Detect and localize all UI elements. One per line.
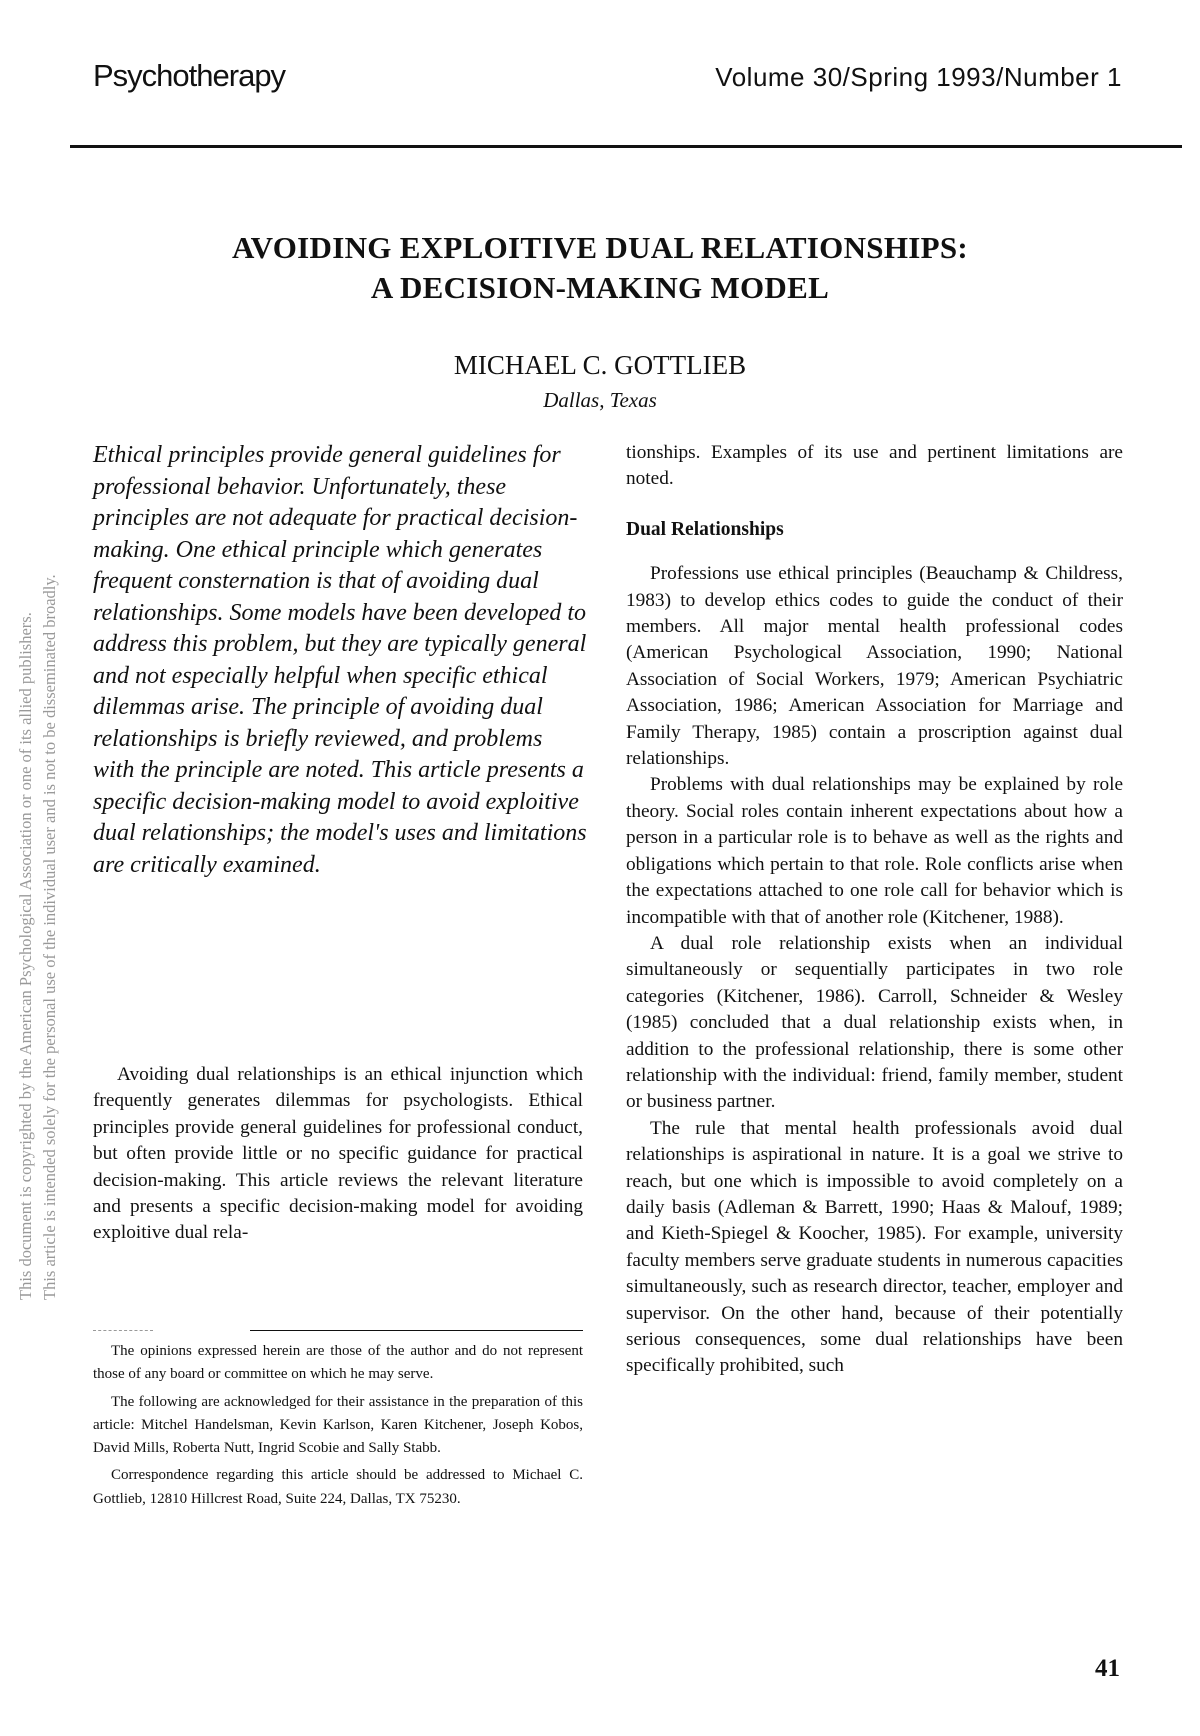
author-name: MICHAEL C. GOTTLIEB: [453, 350, 747, 380]
copyright-line-2: This article is intended solely for the personal use of the individual user and is not to be disseminated broadly.: [40, 574, 59, 1300]
page-number: 41: [1095, 1655, 1120, 1682]
footnote-correspondence: Correspondence regarding this article should be addressed to Michael C. Gottlieb, 12810 Hillcrest Road, Suite 224, Dallas, TX 75230.: [93, 1467, 583, 1507]
title-line-1: AVOIDING EXPLOITIVE DUAL RELATIONSHIPS:: [231, 230, 968, 265]
article-title: [100, 228, 1100, 308]
author-location: Dallas, Texas: [543, 388, 657, 412]
paragraph-4: The rule that mental health professionals avoid dual relationships is aspirational in nature. It is a goal we strive to reach, but one which is impossible to avoid completely on a daily basis (Adleman & Barrett, 1990; Haas & Malouf, 1989; and Kieth-Spiegel & Koocher, 1985). For example, university faculty members serve graduate students in numerous capacities simultaneously, such as research director, teacher, employer and supervisor. On the other hand, because of their potentially serious consequences, some dual relationships have been specifically prohibited, such: [626, 1117, 1123, 1377]
footnote-rule: [250, 1330, 583, 1331]
paragraph-3: A dual role relationship exists when an individual simultaneously or sequentially participates in two role categories (Kitchener, 1986). Carroll, Schneider & Wesley (1985) concluded that a dual relationship exists when, in addition to the professional relationship, there is some other relationship with the individual: friend, family member, student or business partner.: [626, 932, 1123, 1113]
right-column-body: [626, 440, 1123, 1380]
continuation-paragraph: tionships. Examples of its use and pertinent limitations are noted.: [626, 442, 1123, 490]
intro-paragraph: Avoiding dual relationships is an ethical injunction which frequently generates dilemmas for psychologists. Ethical principles provide general guidelines for professional conduct, but often provide little or no specific guidance for practical decision-making. This article reviews the relevant literature and presents a specific decision-making model for avoiding exploitive dual rela-: [93, 1064, 583, 1244]
abstract: Ethical principles provide general guidelines for professional behavior. Unfortunately, these principles are not adequate for practical decision-making. One ethical principle which generates frequent consternation is that of avoiding dual relationships. Some models have been developed to address this problem, but they are typically general and not especially helpful when specific ethical dilemmas arise. The principle of avoiding dual relationships is briefly reviewed, and problems with the principle are noted. This article presents a specific decision-making model to avoid exploitive dual relationships; the model's uses and limitations are critically examined.: [93, 442, 587, 878]
copyright-line-1: This document is copyrighted by the American Psychological Association or one of its allied publishers.: [16, 612, 35, 1300]
footnote-opinions: The opinions expressed herein are those of the author and do not represent those of any board or committee on which he may serve.: [93, 1343, 583, 1383]
footnotes: [93, 1340, 583, 1515]
volume-info: Volume 30/Spring 1993/Number 1: [715, 62, 1122, 92]
left-column-body: [93, 1062, 583, 1247]
header-rule: [70, 145, 1182, 148]
title-line-2: A DECISION-MAKING MODEL: [370, 270, 830, 305]
section-heading: Dual Relationships: [626, 518, 784, 540]
footnote-dash: [93, 1330, 153, 1331]
copyright-notice: [14, 0, 70, 1300]
footnote-acknowledgements: The following are acknowledged for their assistance in the preparation of this article: Mitchel Handelsman, Kevin Karlson, Karen Kitchener, Joseph Kobos, David Mills, Roberta Nutt, Ingrid Scobie and Sally Stabb.: [93, 1393, 583, 1457]
paragraph-1: Professions use ethical principles (Beauchamp & Childress, 1983) to develop ethics codes to guide the conduct of their members. All major mental health professional codes (American Psychological Association, 1990; National Association of Social Workers, 1979; American Psychiatric Association, 1986; American Association for Marriage and Family Therapy, 1985) contain a proscription against dual relationships.: [626, 563, 1123, 770]
journal-name: Psychotherapy: [93, 58, 286, 93]
paragraph-2: Problems with dual relationships may be explained by role theory. Social roles contain inherent expectations about how a person in a particular role is to behave as well as the rights and obligations which pertain to that role. Role conflicts arise when the expectations attached to one role call for behavior which is incompatible with that of another role (Kitchener, 1988).: [626, 774, 1123, 928]
